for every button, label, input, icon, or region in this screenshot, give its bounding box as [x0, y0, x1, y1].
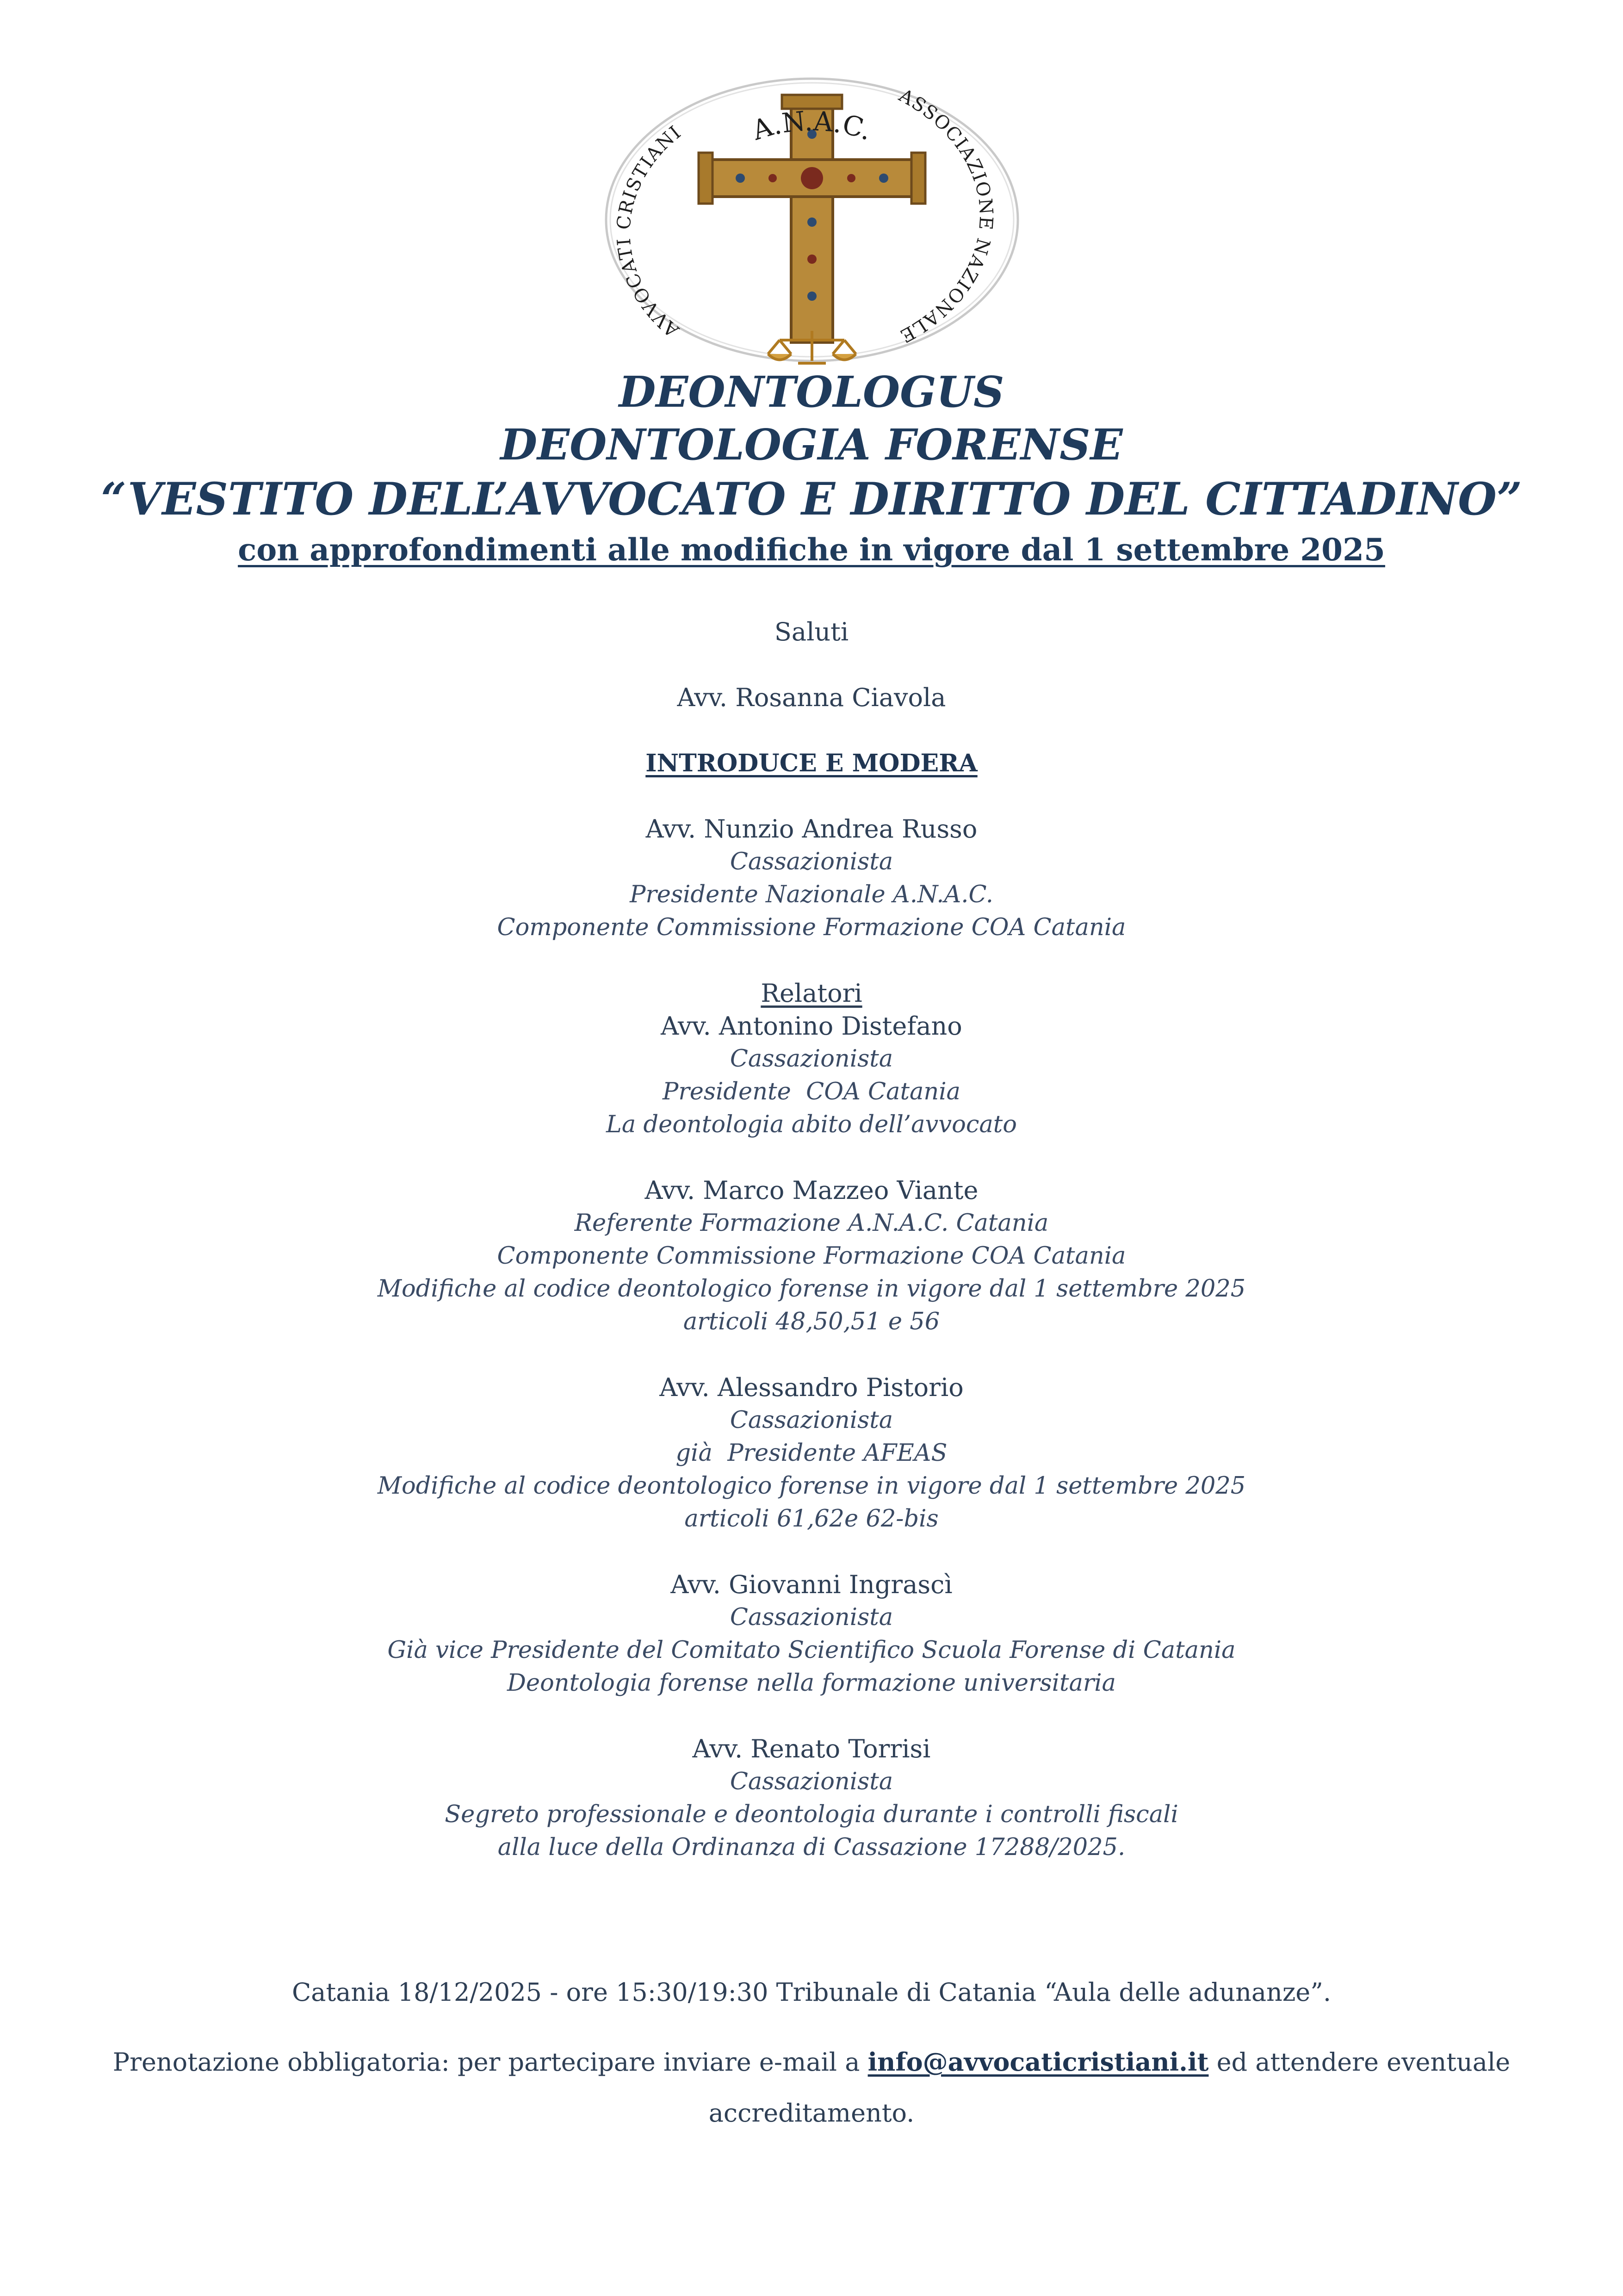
speakers-heading: Relatori — [761, 979, 862, 1008]
speaker-name: Avv. Giovanni Ingrascì — [670, 1570, 953, 1599]
title-deontologia-forense: DEONTOLOGIA FORENSE — [500, 420, 1123, 470]
booking-prefix: Prenotazione obbligatoria: per partecipare inviare e-mail a — [112, 2048, 868, 2077]
speaker-detail: Presidente COA Catania — [663, 1078, 960, 1105]
moderator-role: Componente Commissione Formazione COA Catania — [497, 914, 1126, 941]
speaker-detail: Già vice Presidente del Comitato Scientifico Scuola Forense di Catania — [387, 1637, 1236, 1664]
event-date-location: Catania 18/12/2025 - ore 15:30/19:30 Tribunale di Catania “Aula delle adunanze”. — [291, 1978, 1331, 2007]
speaker-detail: Cassazionista — [730, 1045, 893, 1073]
speaker-name: Avv. Renato Torrisi — [692, 1734, 931, 1763]
saluti-name: Avv. Rosanna Ciavola — [677, 683, 946, 712]
speaker-detail: Cassazionista — [730, 1604, 893, 1631]
speaker-name: Avv. Alessandro Pistorio — [659, 1373, 964, 1402]
speaker-name: Avv. Marco Mazzeo Viante — [644, 1176, 979, 1205]
subtitle: con approfondimenti alle modifiche in vigore dal 1 settembre 2025 — [238, 532, 1385, 568]
speaker-detail: Modifiche al codice deontologico forense in vigore dal 1 settembre 2025 — [377, 1275, 1246, 1303]
speaker-detail: Cassazionista — [730, 1407, 893, 1434]
speaker-detail: già Presidente AFEAS — [675, 1440, 948, 1467]
program — [0, 615, 1623, 1864]
seal-top-text: A.N.A.C. — [748, 105, 877, 147]
title-quote: “VESTITO DELL’AVVOCATO E DIRITTO DEL CITTADINO” — [100, 473, 1523, 525]
saluti-label: Saluti — [774, 617, 849, 646]
footer — [0, 1976, 1623, 2139]
seal-right-text: ASSOCIAZIONE NAZIONALE — [895, 85, 997, 347]
speaker-detail: Referente Formazione A.N.A.C. Catania — [574, 1210, 1049, 1237]
speaker-detail: articoli 48,50,51 e 56 — [683, 1308, 940, 1335]
speaker-detail: Componente Commissione Formazione COA Catania — [497, 1242, 1126, 1270]
email-link[interactable]: info@avvocaticristiani.it — [867, 2047, 1209, 2077]
moderator-heading: INTRODUCE E MODERA — [645, 749, 978, 777]
speaker-detail: Cassazionista — [730, 1768, 893, 1795]
seal-left-text: AVVOCATI CRISTIANI — [613, 121, 686, 341]
speaker-detail: Deontologia forense nella formazione universitaria — [507, 1669, 1116, 1697]
speaker-detail: Segreto professionale e deontologia durante i controlli fiscali — [445, 1801, 1178, 1828]
speaker-detail: La deontologia abito dell’avvocato — [606, 1111, 1017, 1138]
title-block — [0, 366, 1623, 572]
speaker-detail: alla luce della Ordinanza di Cassazione 17288/2025. — [497, 1834, 1126, 1861]
anac-logo — [597, 69, 1027, 370]
anac-seal-icon — [597, 69, 1027, 370]
moderator-role: Presidente Nazionale A.N.A.C. — [630, 881, 993, 908]
speaker-detail: Modifiche al codice deontologico forense in vigore dal 1 settembre 2025 — [377, 1472, 1246, 1500]
booking-line-2: accreditamento. — [708, 2098, 915, 2128]
booking-suffix: ed attendere eventuale — [1208, 2048, 1511, 2077]
booking-line — [0, 2036, 1623, 2088]
speaker-name: Avv. Antonino Distefano — [661, 1011, 962, 1041]
moderator-name: Avv. Nunzio Andrea Russo — [645, 814, 978, 844]
title-deontologus: DEONTOLOGUS — [619, 367, 1004, 417]
moderator-role: Cassazionista — [730, 848, 893, 875]
scales-icon — [768, 331, 856, 363]
speaker-detail: articoli 61,62e 62-bis — [684, 1505, 939, 1533]
